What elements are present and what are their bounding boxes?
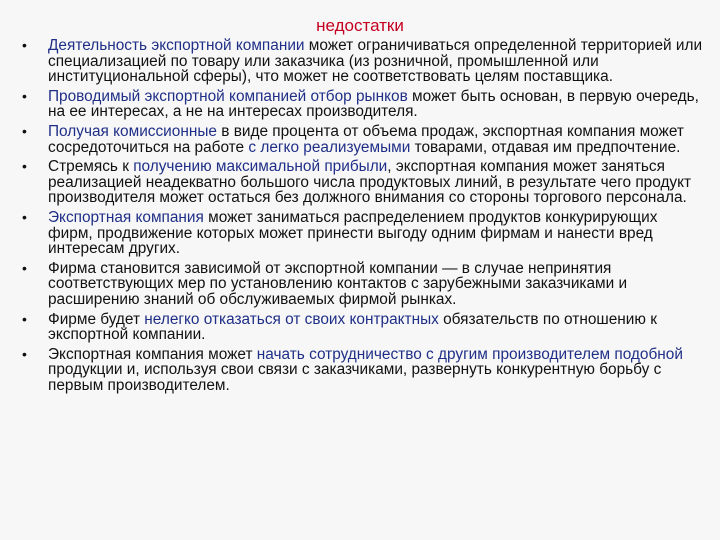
bullet-icon: •	[22, 310, 27, 327]
bullet-text	[48, 210, 704, 257]
bullet-text	[48, 261, 704, 308]
highlighted-text: Проводимый экспортной компанией отбор рынков	[48, 87, 408, 105]
bullet-text	[48, 347, 704, 394]
bullet-icon: •	[22, 259, 27, 276]
bullet-text	[48, 89, 704, 120]
bullet-item-1	[22, 38, 704, 85]
bullet-icon: •	[22, 345, 27, 362]
text-segment: обязательств по отношению к экспортной компании.	[48, 310, 657, 344]
bullet-icon: •	[22, 208, 27, 225]
bullet-icon: •	[22, 87, 27, 104]
text-segment: может быть основан, в первую очередь, на ее интересах, а не на интересах производителя.	[48, 87, 699, 121]
bullet-item-7	[22, 312, 704, 343]
bullet-icon: •	[22, 37, 27, 53]
text-segment: в виде процента от объема продаж, экспортная компания может сосредоточиться на работе	[48, 122, 684, 156]
bullet-item-2	[22, 89, 704, 120]
highlighted-text: получению максимальной прибыли	[133, 158, 388, 176]
text-segment: может ограничиваться определенной территорией или специализацией по товару или заказчика (из розничной, промышленной или институциональной сферы), что может не соответствовать целям поставщика.	[48, 37, 703, 86]
text-segment: Фирма становится зависимой от экспортной компании — в случае непринятия соответствующих мер по установлению контактов с зарубежными заказчиками и расширению знаний об обслуживаемых фирмой рынках.	[48, 259, 628, 308]
bullet-icon: •	[22, 158, 27, 175]
highlighted-text: нелегко отказаться от своих контрактных	[144, 310, 439, 328]
text-segment: товарами, отдавая им предпочтение.	[410, 138, 681, 156]
highlighted-text: начать сотрудничество с другим производителем подобной	[256, 345, 683, 363]
bullet-item-4	[22, 159, 704, 206]
bullet-text	[48, 38, 704, 85]
highlighted-text: Деятельность экспортной компании	[48, 37, 305, 54]
bullet-list	[22, 38, 704, 397]
bullet-icon: •	[22, 122, 27, 139]
bullet-text	[48, 124, 704, 155]
text-segment: Стремясь к	[48, 158, 134, 176]
slide-title: недостатки	[316, 16, 404, 35]
text-segment: Экспортная компания может	[48, 345, 257, 363]
text-segment: , экспортная компания может заняться реализацией неадекватно большого числа продуктовых линий, в результате чего продукт производителя может остаться без должного внимания со стороны торгового персонала.	[48, 158, 692, 207]
bullet-item-8	[22, 347, 704, 394]
highlighted-text: Экспортная компания	[48, 208, 204, 226]
highlighted-text: с легко реализуемыми	[248, 138, 411, 156]
bullet-text	[48, 159, 704, 206]
highlighted-text: Получая комиссионные	[48, 122, 217, 140]
bullet-item-3	[22, 124, 704, 155]
bullet-text	[48, 312, 704, 343]
bullet-item-5	[22, 210, 704, 257]
bullet-item-6	[22, 261, 704, 308]
text-segment: может заниматься распределением продуктов конкурирующих фирм, продвижение которых может принести выгоду одним фирмам и нанести вред интересам других.	[48, 208, 658, 258]
text-segment: продукции и, используя свои связи с заказчиками, развернуть конкурентную борьбу с первым производителем.	[48, 361, 662, 394]
text-segment: Фирме будет	[48, 310, 145, 328]
